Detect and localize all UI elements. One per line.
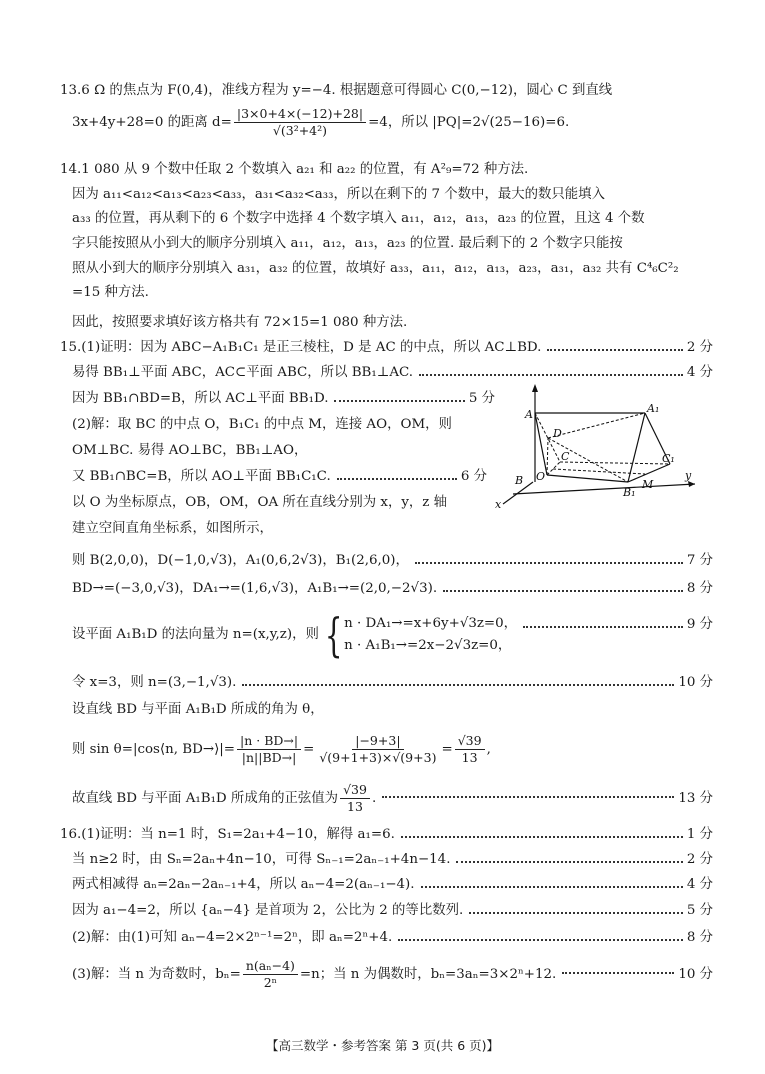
score: 10 分 — [678, 966, 713, 982]
q14-line7: 因此，按照要求填好该方格共有 72×15=1 080 种方法. — [72, 315, 408, 330]
segment-BD — [547, 438, 548, 475]
score: 13 分 — [678, 790, 713, 806]
q14-line4: 字只能按照从小到大的顺序分别填入 a₁₁，a₁₂，a₁₃，a₂₃ 的位置. 最后剩下的 2 个数字只能按 — [72, 236, 623, 251]
segment-DA1 — [548, 413, 645, 438]
leader-dots — [401, 836, 683, 838]
q13-line1: 13.6 Ω 的焦点为 F(0,4)，准线方程为 y=−4. 根据题意可得圆心 C(0,−12)，圆心 C 到直线 — [60, 83, 613, 98]
score: 9 分 — [686, 617, 713, 632]
score: 2 分 — [686, 852, 713, 867]
z-axis-arrow — [532, 384, 538, 392]
system-eq2: n · A₁B₁→=2x−2√3z=0， — [344, 638, 512, 653]
leader-dots — [469, 912, 683, 914]
label-O: O — [536, 470, 546, 483]
q16-l3-text: 两式相减得 aₙ=2aₙ−2aₙ₋₁+4，所以 aₙ−4=2(aₙ₋₁−4). — [72, 877, 415, 892]
frac-den: √(9+1+3)×√(9+3) — [319, 750, 437, 765]
leader-dots — [334, 400, 464, 402]
q14-line2: 因为 a₁₁<a₁₂<a₁₃<a₂₃<a₃₃，a₃₁<a₃₂<a₃₃，所以在剩下的 7 个数中，最大的数只能填入 — [72, 187, 605, 202]
period: . — [371, 790, 377, 806]
edge-BB1 — [547, 475, 628, 482]
q16-line5 — [72, 929, 713, 947]
q15-l10-text: BD→=(−3,0,√3)，DA₁→=(1,6,√3)，A₁B₁→=(2,0,−2√3). — [72, 581, 438, 596]
q16-l2-text: 当 n≥2 时，由 Sₙ=2aₙ+4n−10，可得 Sₙ₋₁=2aₙ₋₁+4n−14. — [72, 852, 451, 867]
brace-glyph: { — [324, 608, 343, 662]
frac-num: |n · BD→| — [237, 733, 301, 750]
score: 1 分 — [686, 827, 713, 842]
q15-line3 — [72, 390, 495, 408]
system-eq1: n · DA₁→=x+6y+√3z=0， — [344, 616, 518, 631]
q15-l3-text: 因为 BB₁∩BD=B，所以 AC⊥平面 BB₁D. — [72, 391, 329, 406]
frac-num: n(aₙ−4) — [243, 958, 298, 975]
q15-line2 — [72, 364, 713, 382]
leader-dots — [337, 478, 457, 480]
label-B: B — [515, 474, 524, 487]
q13-frac-den: √(3²+4²) — [272, 123, 328, 138]
q14-line5: 照从小到大的顺序分别填入 a₃₁，a₃₂ 的位置，故填好 a₃₃，a₁₁，a₁₂，a₁₃，a₂₃，a₃₁，a₃₂ 共有 C⁴₆C²₂ — [72, 261, 679, 276]
q14-line6: =15 种方法. — [72, 285, 149, 300]
label-A1: A₁ — [647, 402, 660, 415]
leader-dots — [562, 972, 674, 974]
frac-num: √39 — [340, 782, 370, 799]
label-D: D — [553, 427, 562, 440]
leader-dots — [242, 684, 674, 686]
frac-num: |−9+3| — [352, 733, 403, 750]
q13-frac-num: |3×0+4×(−12)+28| — [234, 106, 366, 123]
page-footer: 【高三数学・参考答案 第 3 页(共 6 页)】 — [265, 1038, 500, 1053]
leader-dots — [419, 374, 683, 376]
q15-line5: OM⊥BC. 易得 AO⊥BC，BB₁⊥AO， — [72, 443, 308, 458]
q15-line12 — [72, 674, 713, 692]
score: 8 分 — [686, 930, 713, 945]
q16-l6-text-b: =n；当 n 为偶数时，bₙ=3aₙ=3×2ⁿ+12. — [299, 966, 557, 982]
q16-l5-text: (2)解：由(1)可知 aₙ−4=2×2ⁿ⁻¹=2ⁿ，即 aₙ=2ⁿ+4. — [72, 930, 393, 945]
q13-text-a: 3x+4y+28=0 的距离 d= — [72, 115, 232, 130]
system-lines — [344, 613, 517, 657]
edge-AB — [535, 413, 547, 475]
q15-l15-text: 故直线 BD 与平面 A₁B₁D 所成角的正弦值为 — [72, 790, 339, 806]
y-axis — [513, 484, 695, 494]
q15-line10 — [72, 580, 713, 598]
q16-line6 — [72, 958, 713, 991]
q15-l6-text: 又 BB₁∩BC=B，所以 AO⊥平面 BB₁C₁C. — [72, 469, 331, 484]
label-x: x — [495, 498, 502, 510]
sin-fraction-1 — [237, 733, 301, 766]
label-y: y — [685, 469, 692, 482]
q15-l9-text: 则 B(2,0,0)，D(−1,0,√3)，A₁(0,6,2√3)，B₁(2,6,0)， — [72, 553, 409, 568]
q13-line2 — [72, 106, 713, 139]
q15-line6 — [72, 468, 487, 486]
frac-num: √39 — [455, 733, 485, 750]
q15-line15 — [72, 782, 713, 815]
edge-A1B1 — [628, 413, 645, 482]
sin-fraction-2 — [316, 733, 439, 766]
q15-line1 — [60, 339, 713, 357]
q15-line4: (2)解：取 BC 的中点 O，B₁C₁ 的中点 M，连接 AO，OM，则 — [72, 417, 452, 432]
q15-l1-text: 15.(1)证明：因为 ABC−A₁B₁C₁ 是正三棱柱，D 是 AC 的中点，所以 AC⊥BD. — [60, 340, 542, 355]
score: 5 分 — [468, 391, 495, 406]
score: 10 分 — [678, 675, 713, 690]
q15-line11 — [72, 608, 713, 662]
q16-line4 — [72, 902, 713, 920]
q15-l14-text: 则 sin θ=|cos⟨n, BD→⟩|= — [72, 742, 236, 757]
prism-figure — [495, 382, 700, 510]
q13-distance-fraction — [234, 106, 366, 139]
label-M: M — [642, 478, 654, 491]
q15-l12-text: 令 x=3，则 n=(3,−1,√3). — [72, 675, 237, 690]
segment-DB1 — [548, 438, 628, 482]
score: 8 分 — [686, 581, 713, 596]
score: 6 分 — [460, 469, 487, 484]
bn-fraction — [243, 958, 298, 991]
q15-l11-text: 设平面 A₁B₁D 的法向量为 n=(x,y,z)，则 — [72, 627, 319, 642]
equation-system — [319, 608, 518, 662]
leader-dots — [382, 796, 674, 798]
q16-l6-text-a: (3)解：当 n 为奇数时，bₙ= — [72, 966, 241, 982]
leader-dots — [523, 626, 683, 628]
frac-den: |n||BD→| — [241, 750, 297, 765]
q15-line13: 设直线 BD 与平面 A₁B₁D 所成的角为 θ， — [72, 702, 324, 717]
leader-dots — [547, 349, 682, 351]
q15-line9 — [72, 552, 713, 570]
q13-text-b: =4，所以 |PQ|=2√(25−16)=6. — [368, 115, 570, 130]
score: 2 分 — [686, 340, 713, 355]
leader-dots — [421, 886, 683, 888]
q14-line3: a₃₃ 的位置，再从剩下的 6 个数字中选择 4 个数字填入 a₁₁，a₁₂，a₁₃，a₂₃ 的位置，且这 4 个数 — [72, 211, 645, 226]
label-C: C — [561, 450, 570, 463]
sine-value-fraction — [340, 782, 370, 815]
score: 4 分 — [686, 877, 713, 892]
edge-CC1 — [560, 462, 670, 464]
q14-line1: 14.1 080 从 9 个数中任取 2 个数填入 a₂₁ 和 a₂₂ 的位置，有 A²₉=72 种方法. — [60, 162, 529, 177]
score: 7 分 — [686, 553, 713, 568]
leader-dots — [398, 939, 683, 941]
label-B1: B₁ — [623, 486, 636, 499]
q16-line1 — [60, 826, 713, 844]
q15-line14: 则 sin θ=|cos⟨n, BD→⟩|= $\frac{|n \cdot BD\to|}{|n||BD\to|}$ = $\frac{|-9+3|}{√(9+1+3)\times√(9+3)}$ = $\frac{√39}{13}$ , — [72, 733, 491, 765]
frac-den: 13 — [461, 750, 478, 765]
leader-dots — [415, 562, 683, 564]
q16-line3 — [72, 876, 713, 894]
label-A: A — [525, 408, 533, 421]
q15-line7: 以 O 为坐标原点，OB，OM，OA 所在直线分别为 x，y，z 轴 — [72, 495, 448, 510]
leader-dots — [456, 861, 682, 863]
frac-den: 2ⁿ — [263, 975, 278, 990]
q15-l2-text: 易得 BB₁⊥平面 ABC，AC⊂平面 ABC，所以 BB₁⊥AC. — [72, 365, 414, 380]
q16-line2 — [72, 851, 713, 869]
score: 5 分 — [686, 903, 713, 918]
q15-line8: 建立空间直角坐标系，如图所示， — [72, 521, 273, 536]
edge-BC — [547, 462, 560, 475]
label-C1: C₁ — [662, 452, 675, 465]
q16-l1-text: 16.(1)证明：当 n=1 时，S₁=2a₁+4−10，解得 a₁=6. — [60, 827, 395, 842]
frac-den: 13 — [347, 799, 363, 814]
leader-dots — [443, 590, 683, 592]
q16-l4-text: 因为 a₁−4=2，所以 {aₙ−4} 是首项为 2，公比为 2 的等比数列. — [72, 903, 464, 918]
sin-fraction-3 — [455, 733, 485, 766]
score: 4 分 — [686, 365, 713, 380]
